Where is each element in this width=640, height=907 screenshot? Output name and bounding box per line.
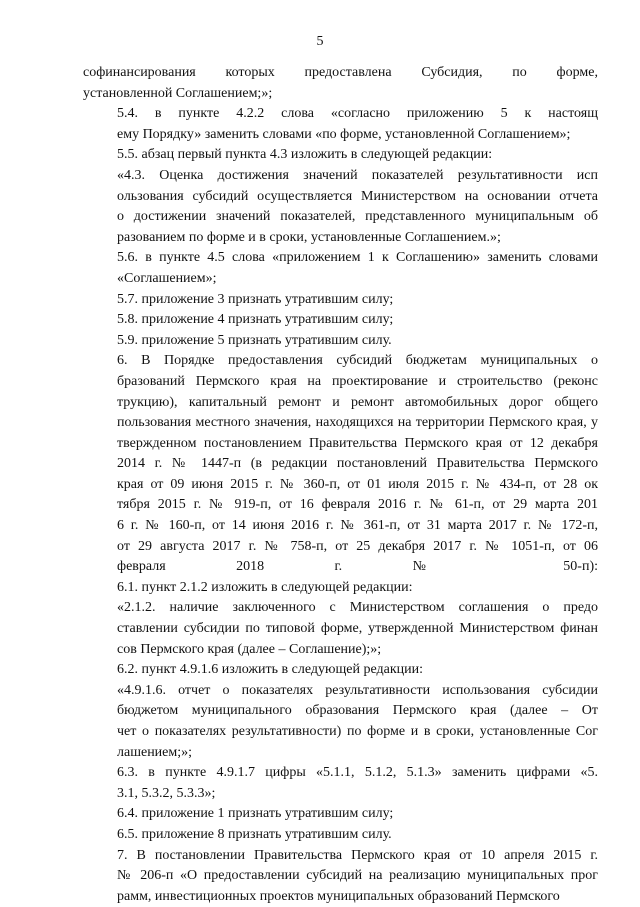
text-line: 5.9. приложение 5 признать утратившим силу. [117, 332, 392, 348]
paragraph [83, 804, 598, 825]
text-line: 7. В постановлении Правительства Пермского края от 10 апреля 2015 г. [117, 847, 598, 863]
paragraph [83, 846, 598, 907]
text-line: трукцию), капитальный ремонт и ремонт автомобильных дорог общего [117, 394, 598, 410]
paragraph [83, 681, 598, 763]
text-line: февраля 2018 г. № 50-п): [117, 559, 598, 575]
text-line: о достижении значений показателей, представленного муниципальным об [117, 209, 598, 225]
text-line: 2014 г. № 1447-п (в редакции постановлений Правительства Пермского [117, 456, 598, 472]
paragraph [83, 166, 598, 248]
paragraph [83, 331, 598, 352]
text-line: 5.5. абзац первый пункта 4.3 изложить в следующей редакции: [117, 147, 493, 163]
text-line: лашением;»; [117, 744, 193, 760]
paragraph [83, 763, 598, 804]
paragraph [83, 598, 598, 660]
text-line: 3.1, 5.3.2, 5.3.3»; [117, 785, 216, 801]
paragraph [83, 660, 598, 681]
text-line: чет о показателях результативности) по форме и в сроки, установленные Сог [117, 724, 598, 739]
text-line: 5.6. в пункте 4.5 слова «приложением 1 к Соглашению» заменить словами [117, 250, 598, 266]
text-line: 6.1. пункт 2.1.2 изложить в следующей редакции: [117, 579, 413, 595]
text-line: «4.9.1.6. отчет о показателях результативности использования субсидии [117, 682, 598, 698]
text-line: «2.1.2. наличие заключенного с Министерством соглашения о предо [117, 600, 598, 616]
text-line: ставлении субсидии по типовой форме, утвержденной Министерством финан [117, 621, 598, 637]
text-line: края от 09 июня 2015 г. № 360-п, от 01 июля 2015 г. № 434-п, от 28 ок [117, 476, 598, 492]
paragraph [83, 63, 598, 104]
text-line: 5.7. приложение 3 признать утратившим силу; [117, 291, 394, 307]
paragraph [83, 310, 598, 331]
text-line: 6.5. приложение 8 признать утратившим силу. [117, 826, 392, 842]
text-line: пользования местного значения, находящихся на территории Пермского края, у [117, 415, 598, 431]
text-line: тября 2015 г. № 919-п, от 16 февраля 2016 г. № 61-п, от 29 марта 201 [117, 497, 598, 513]
paragraph [83, 104, 598, 145]
text-line: разованием по форме и в сроки, установленные Соглашением.»; [117, 229, 501, 245]
paragraph [83, 145, 598, 166]
text-line: установленной Соглашением;»; [83, 85, 273, 101]
text-line: 5.4. в пункте 4.2.2 слова «согласно приложению 5 к настоящ [117, 106, 598, 122]
text-line: № 206-п «О предоставлении субсидий на реализацию муниципальных прог [117, 868, 598, 884]
text-line: рамм, инвестиционных проектов муниципальных образований Пермского [117, 888, 560, 904]
text-line: 6.4. приложение 1 признать утратившим силу; [117, 806, 394, 822]
text-line: сов Пермского края (далее – Соглашение);»; [117, 641, 382, 657]
text-line: 6. В Порядке предоставления субсидий бюджетам муниципальных о [117, 353, 598, 369]
page-number: 5 [316, 34, 324, 49]
text-line: 6 г. № 160-п, от 14 июня 2016 г. № 361-п, от 31 марта 2017 г. № 172-п, [117, 518, 598, 534]
document-body [83, 63, 598, 907]
text-line: бюджетом муниципального образования Пермского края (далее – От [117, 703, 598, 719]
text-line: бразований Пермского края на проектирование и строительство (реконс [117, 373, 598, 389]
text-line: ему Порядку» заменить словами «по форме, установленной Соглашением»; [117, 126, 571, 142]
paragraph [83, 248, 598, 289]
text-line: 6.3. в пункте 4.9.1.7 цифры «5.1.1, 5.1.2, 5.1.3» заменить цифрами «5. [117, 765, 598, 781]
paragraph [83, 290, 598, 311]
paragraph [83, 578, 598, 599]
text-line: 5.8. приложение 4 признать утратившим силу; [117, 312, 394, 328]
text-line: ользования субсидий осуществляется Министерством на основании отчета [117, 188, 598, 204]
text-line: «Соглашением»; [117, 270, 217, 286]
text-line: твержденном постановлением Правительства Пермского края от 12 декабря [117, 435, 598, 451]
text-line: софинансирования которых предоставлена Субсидия, по форме, [83, 65, 598, 80]
text-line: от 29 августа 2017 г. № 758-п, от 25 декабря 2017 г. № 1051-п, от 06 [117, 538, 598, 554]
paragraph [83, 351, 598, 578]
text-line: «4.3. Оценка достижения значений показателей результативности исп [117, 167, 598, 183]
text-line: 6.2. пункт 4.9.1.6 изложить в следующей редакции: [117, 662, 423, 678]
paragraph [83, 825, 598, 846]
